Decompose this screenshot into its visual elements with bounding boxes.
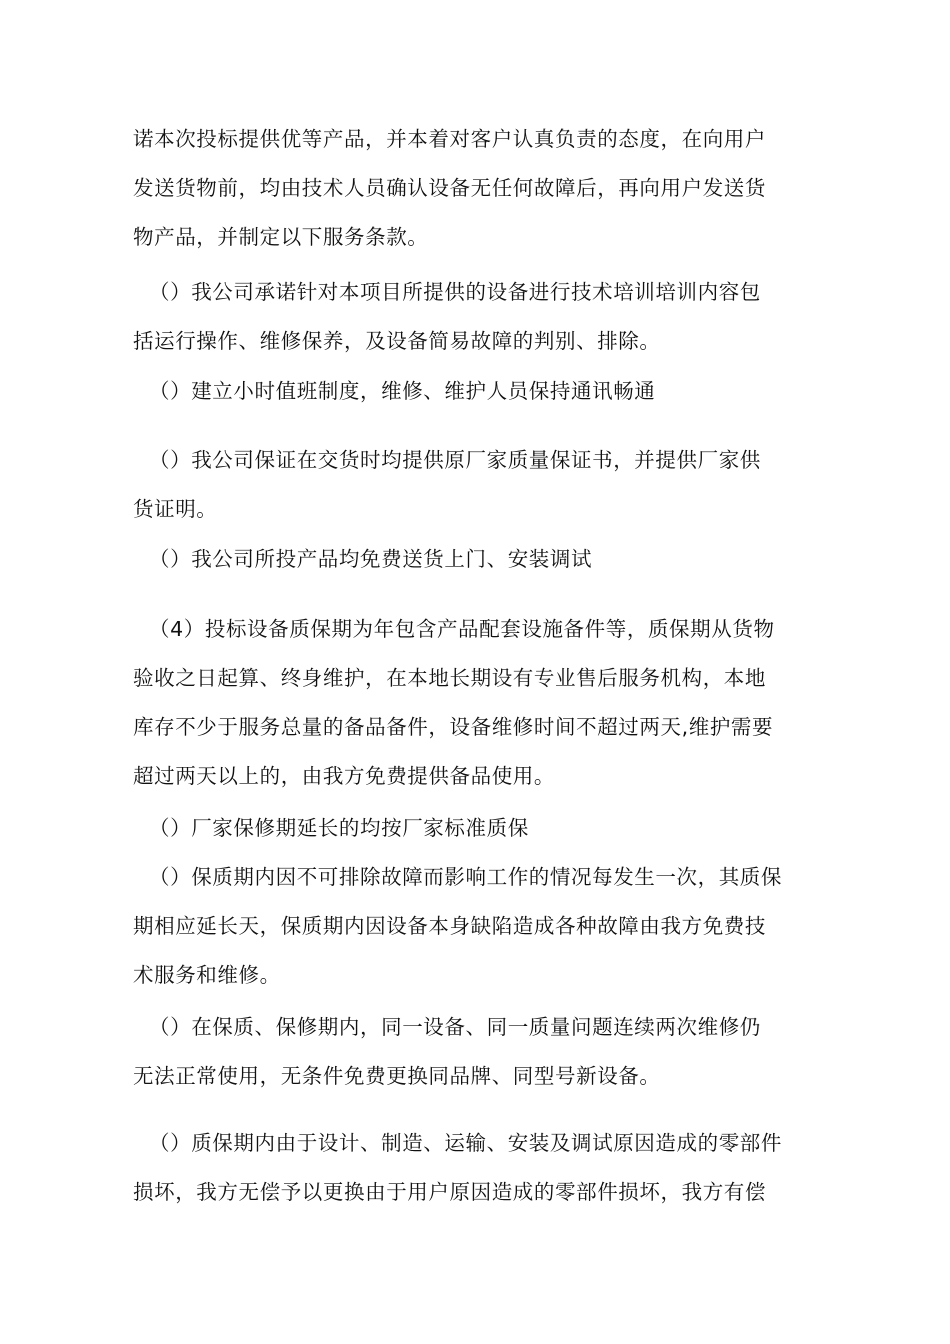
on-duty-clause xyxy=(133,367,823,416)
text-line: 验收之日起算、终身维护，在本地长期设有专业售后服务机构，本地 xyxy=(133,666,766,690)
text-line: 货证明。 xyxy=(133,497,218,521)
text-line: （）质保期内由于设计、制造、运输、安装及调试原因造成的零部件 xyxy=(149,1131,782,1155)
text-line: （4）投标设备质保期为年包含产品配套设施备件等，质保期从货物 xyxy=(149,617,775,641)
text-line: 库存不少于服务总量的备品备件，设备维修时间不超过两天,维护需要 xyxy=(133,715,774,739)
text-line: 术服务和维修。 xyxy=(133,963,281,987)
text-line: 损坏，我方无偿予以更换由于用户原因造成的零部件损坏，我方有偿 xyxy=(133,1180,766,1204)
text-line: 期相应延长天，保质期内因设备本身缺陷造成各种故障由我方免费技 xyxy=(133,914,766,938)
warranty-extension-clause xyxy=(133,853,823,1000)
delivery-installation-clause xyxy=(133,535,823,584)
training-clause xyxy=(133,268,823,366)
text-line: （）我公司保证在交货时均提供原厂家质量保证书，并提供厂家供 xyxy=(149,448,761,472)
service-intro-paragraph xyxy=(133,115,823,262)
parts-damage-clause xyxy=(133,1119,823,1217)
quality-certificate-clause xyxy=(133,436,823,534)
text-line: 超过两天以上的，由我方免费提供备品使用。 xyxy=(133,764,555,788)
replacement-clause xyxy=(133,1003,823,1101)
text-line: 物产品，并制定以下服务条款。 xyxy=(133,225,429,249)
warranty-period-clause xyxy=(133,605,823,801)
text-line: （）我公司所投产品均免费送货上门、安装调试 xyxy=(149,547,593,571)
text-line: （）建立小时值班制度，维修、维护人员保持通讯畅通 xyxy=(149,379,656,403)
text-line: （）保质期内因不可排除故障而影响工作的情况每发生一次，其质保 xyxy=(149,865,782,889)
text-line: （）我公司承诺针对本项目所提供的设备进行技术培训培训内容包 xyxy=(149,280,761,304)
text-line: 诺本次投标提供优等产品，并本着对客户认真负责的态度，在向用户 xyxy=(133,127,766,151)
text-line: 无法正常使用，无条件免费更换同品牌、同型号新设备。 xyxy=(133,1064,661,1088)
text-line: （）在保质、保修期内，同一设备、同一质量问题连续两次维修仍 xyxy=(149,1015,761,1039)
text-line: 发送货物前，均由技术人员确认设备无任何故障后，再向用户发送货 xyxy=(133,176,766,200)
text-line: （）厂家保修期延长的均按厂家标准质保 xyxy=(149,816,529,840)
text-line: 括运行操作、维修保养，及设备简易故障的判别、排除。 xyxy=(133,329,661,353)
manufacturer-warranty-clause xyxy=(133,804,823,853)
